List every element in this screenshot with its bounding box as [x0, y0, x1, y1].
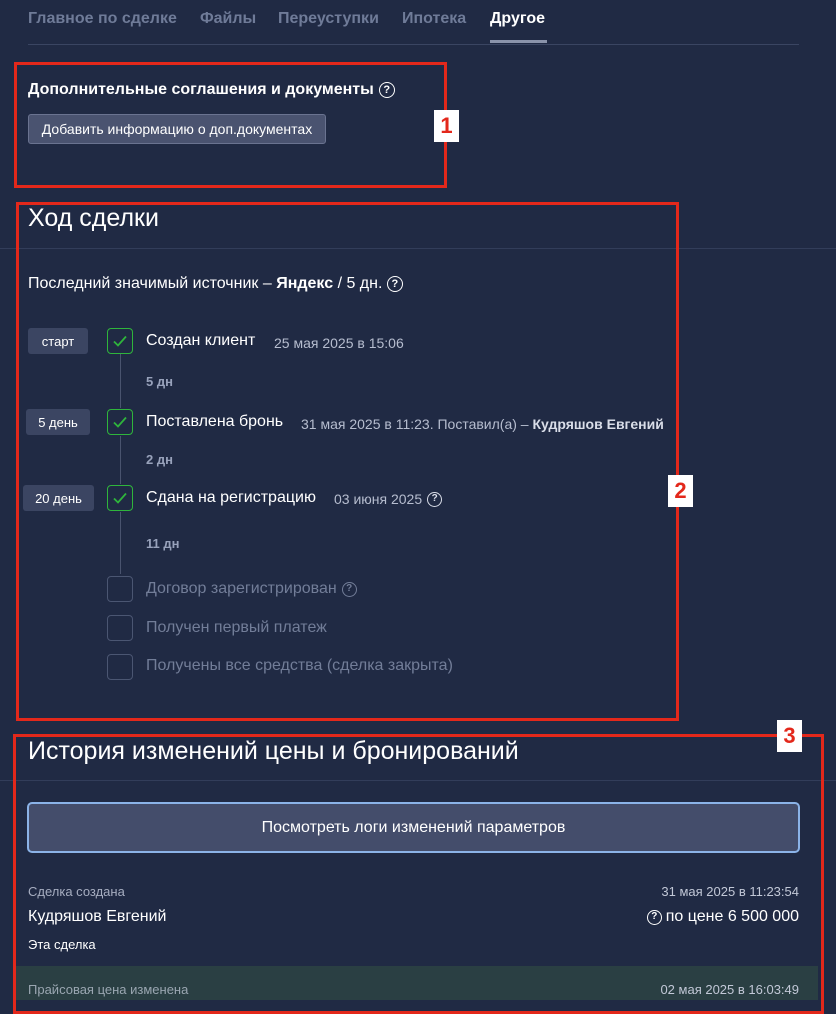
step-label: Создан клиент	[146, 332, 256, 349]
step-author[interactable]: Кудряшов Евгений	[532, 416, 664, 432]
source-suffix: / 5 дн.	[337, 275, 383, 292]
step-duration: 11 дн	[146, 536, 180, 551]
history-price-text: по цене 6 500 000	[665, 908, 799, 925]
tabs-divider	[28, 44, 799, 45]
annotation-box-2	[16, 202, 679, 721]
source-prefix: Последний значимый источник –	[28, 275, 272, 292]
tab-mortgage[interactable]: Ипотека	[402, 10, 467, 27]
deal-progress-title: Ход сделки	[28, 204, 159, 232]
annotation-label-1: 1	[434, 110, 459, 142]
source-name: Яндекс	[276, 275, 334, 292]
tab-other[interactable]: Другое	[490, 10, 545, 27]
history-timestamp: 02 мая 2025 в 16:03:49	[660, 982, 799, 997]
question-circle-icon[interactable]: ?	[387, 276, 403, 292]
tab-assignments[interactable]: Переуступки	[278, 10, 379, 27]
history-note: Эта сделка	[28, 937, 96, 952]
history-author[interactable]: Кудряшов Евгений	[28, 908, 167, 925]
step-label: Получен первый платеж	[146, 619, 327, 636]
question-circle-icon[interactable]: ?	[647, 910, 662, 925]
question-circle-icon[interactable]: ?	[342, 582, 357, 597]
documents-title: Дополнительные соглашения и документы	[28, 81, 374, 98]
add-documents-button[interactable]: Добавить информацию о доп.документах	[28, 114, 326, 144]
annotation-label-2: 2	[668, 475, 693, 507]
tab-main[interactable]: Главное по сделке	[28, 10, 177, 27]
question-circle-icon[interactable]: ?	[427, 492, 442, 507]
day-badge: 5 день	[26, 409, 90, 435]
history-event: Прайсовая цена изменена	[28, 982, 189, 997]
step-label: Сдана на регистрацию	[146, 489, 316, 506]
day-badge: 20 день	[23, 485, 94, 511]
annotation-label-3: 3	[777, 720, 802, 752]
step-date: 25 мая 2025 в 15:06	[274, 335, 404, 351]
active-tab-indicator	[490, 40, 547, 43]
step-label: Получены все средства (сделка закрыта)	[146, 657, 453, 674]
step-date-text: 03 июня 2025	[334, 491, 423, 507]
tab-files[interactable]: Файлы	[200, 10, 257, 27]
history-title: История изменений цены и бронирований	[28, 737, 519, 765]
step-duration: 2 дн	[146, 452, 173, 467]
step-label: Договор зарегистрирован	[146, 580, 337, 597]
annotation-box-1	[14, 62, 447, 188]
question-circle-icon[interactable]: ?	[379, 82, 395, 98]
view-logs-button[interactable]: Посмотреть логи изменений параметров	[27, 802, 800, 853]
day-badge: старт	[28, 328, 88, 354]
history-event: Сделка создана	[28, 884, 125, 899]
step-label: Поставлена бронь	[146, 413, 284, 430]
history-timestamp: 31 мая 2025 в 11:23:54	[661, 884, 799, 899]
annotation-box-3	[13, 734, 824, 1014]
step-date-text: 31 мая 2025 в 11:23. Поставил(а) –	[301, 416, 529, 432]
step-duration: 5 дн	[146, 374, 173, 389]
